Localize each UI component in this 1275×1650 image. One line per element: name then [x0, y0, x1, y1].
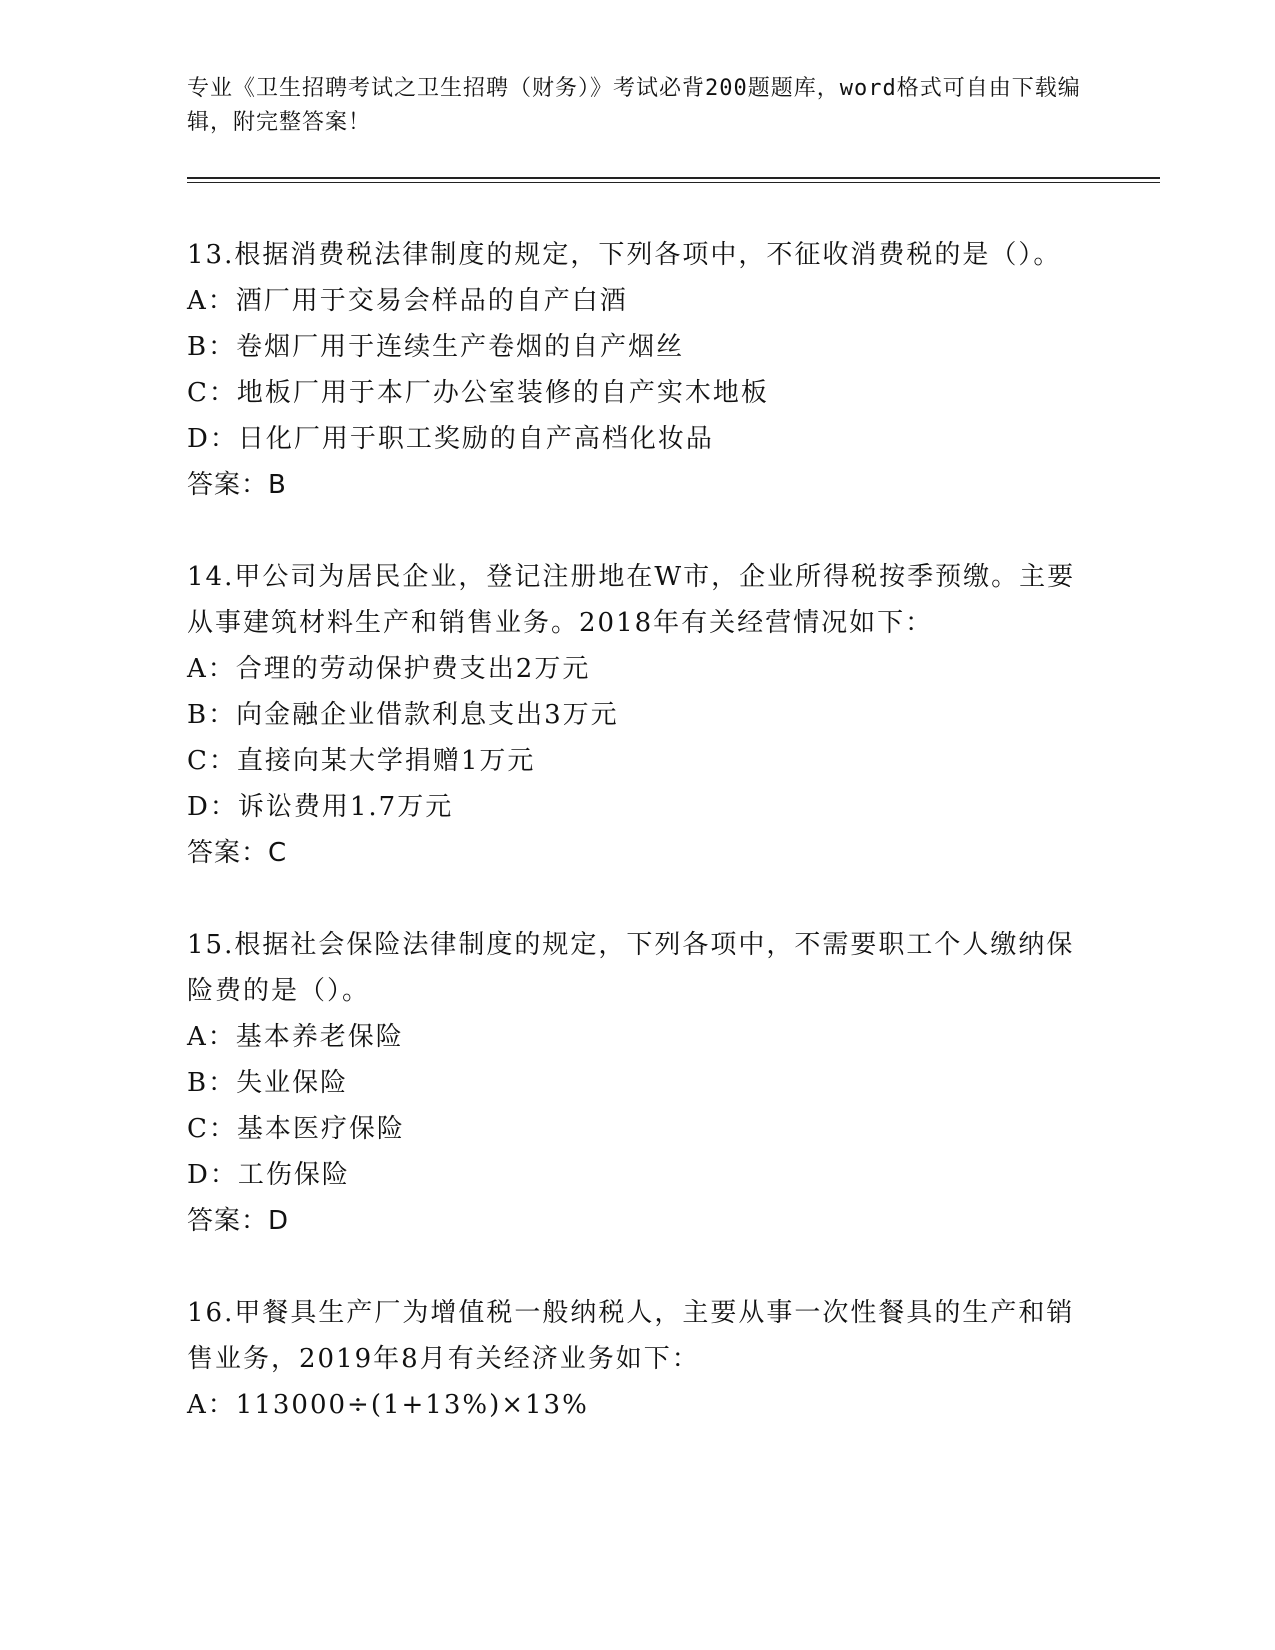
question-text: 16.甲餐具生产厂为增值税一般纳税人，主要从事一次性餐具的生产和销售业务，2019年8月有关经济业务如下： — [187, 1298, 1075, 1374]
option-c: C：直接向某大学捐赠1万元 — [187, 746, 536, 776]
header-divider-thin — [187, 182, 1160, 183]
question-14 — [187, 554, 1087, 876]
question-text: 14.甲公司为居民企业，登记注册地在W市，企业所得税按季预缴。主要从事建筑材料生产和销售业务。2018年有关经营情况如下： — [187, 562, 1076, 638]
answer-line: 答案：C — [187, 838, 288, 868]
question-16 — [187, 1290, 1087, 1428]
option-b: B：失业保险 — [187, 1068, 349, 1098]
question-list — [187, 232, 1087, 1474]
question-15 — [187, 922, 1087, 1244]
question-text: 15.根据社会保险法律制度的规定，下列各项中，不需要职工个人缴纳保险费的是（）。 — [187, 930, 1075, 1006]
option-a: A：基本养老保险 — [187, 1022, 404, 1052]
question-13 — [187, 232, 1087, 508]
answer-line: 答案：D — [187, 1206, 290, 1236]
option-c: C：基本医疗保险 — [187, 1114, 405, 1144]
option-d: D：日化厂用于职工奖励的自产高档化妆品 — [187, 424, 714, 454]
option-a: A：酒厂用于交易会样品的自产白酒 — [187, 286, 628, 316]
option-d: D：工伤保险 — [187, 1160, 350, 1190]
header-divider-thick — [187, 177, 1160, 179]
option-b: B：卷烟厂用于连续生产卷烟的自产烟丝 — [187, 332, 685, 362]
document-header: 专业《卫生招聘考试之卫生招聘（财务）》考试必背200题题库，word格式可自由下载编辑，附完整答案！ — [187, 76, 1081, 135]
question-text: 13.根据消费税法律制度的规定，下列各项中，不征收消费税的是（）。 — [187, 240, 1062, 270]
option-a: A：113000÷(1+13%)×13% — [187, 1390, 589, 1420]
answer-line: 答案：B — [187, 470, 287, 500]
option-c: C：地板厂用于本厂办公室装修的自产实木地板 — [187, 378, 769, 408]
option-d: D：诉讼费用1.7万元 — [187, 792, 454, 822]
option-b: B：向金融企业借款利息支出3万元 — [187, 700, 619, 730]
option-a: A：合理的劳动保护费支出2万元 — [187, 654, 591, 684]
